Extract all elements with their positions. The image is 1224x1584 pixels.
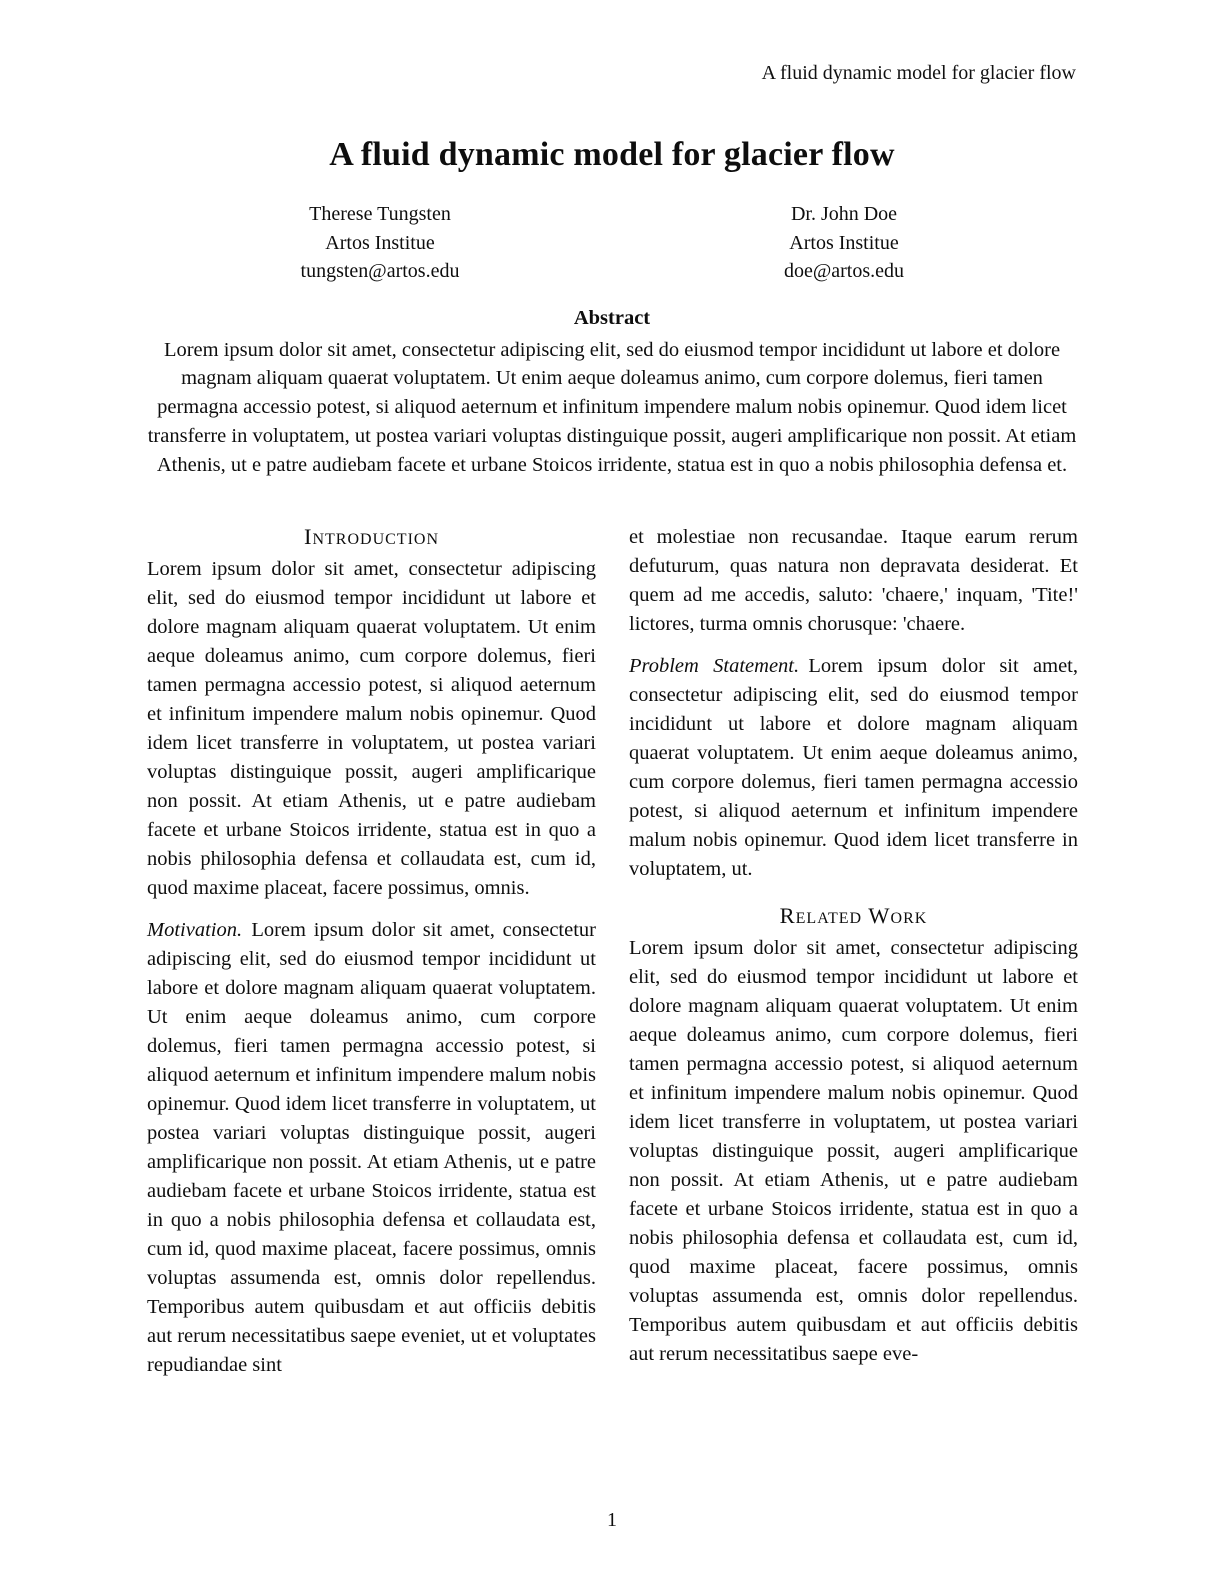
two-column-body bbox=[147, 523, 1078, 1380]
motivation-lead: Motivation. bbox=[147, 919, 243, 942]
motivation-text: Lorem ipsum dolor sit amet, consectetur adipiscing elit, sed do eiusmod tempor incididunt ut labore et dolore magnam aliquam quaerat voluptatem. Ut enim aeque doleamus animo, cum corpore dolemus, fieri tamen permagna accessio potest, si aliquod aeternum et infinitum impendere malum nobis opinemur. Quod idem licet transferre in voluptatem, ut postea variari voluptas distinguique possit, augeri amplificarique non possit. At etiam Athenis, ut e patre audiebam facete et urbane Stoicos irridente, statua est in quo a nobis philosophia defensa et collaudata est, cum id, quod maxime placeat, facere possimus, omnis voluptas assumenda est, omnis dolor repellendus. Temporibus autem quibusdam et aut officiis debitis aut rerum necessitatibus saepe eveniet, ut et voluptates repudiandae sint bbox=[147, 919, 596, 1377]
paper-title: A fluid dynamic model for glacier flow bbox=[329, 136, 895, 173]
author-email: tungsten@artos.edu bbox=[300, 260, 460, 282]
motivation-paragraph bbox=[147, 916, 596, 1380]
introduction-paragraph: Lorem ipsum dolor sit amet, consectetur adipiscing elit, sed do eiusmod tempor incididunt ut labore et dolore magnam aliquam quaerat voluptatem. Ut enim aeque doleamus animo, cum corpore dolemus, fieri tamen permagna accessio potest, si aliquod aeternum et infinitum impendere malum nobis opinemur. Quod idem licet transferre in voluptatem, ut postea variari voluptas distinguique possit, augeri amplificarique non possit. At etiam Athenis, ut e patre audiebam facete et urbane Stoicos irridente, statua est in quo a nobis philosophia defensa et collaudata est, cum id, quod maxime placeat, facere possimus, omnis. bbox=[147, 558, 596, 900]
problem-statement-lead: Problem Statement. bbox=[629, 655, 800, 678]
author-block bbox=[612, 200, 1076, 286]
abstract-text: Lorem ipsum dolor sit amet, consectetur adipiscing elit, sed do eiusmod tempor incididunt ut labore et dolore magnam aliquam quaerat voluptatem. Ut enim aeque doleamus animo, cum corpore dolemus, fieri tamen permagna accessio potest, si aliquod aeternum et infinitum impendere malum nobis opinemur. Quod idem licet transferre in voluptatem, ut postea variari voluptas distinguique possit, augeri amplificarique non possit. At etiam Athenis, ut e patre audiebam facete et urbane Stoicos irridente, statua est in quo a nobis philosophia defensa et. bbox=[147, 338, 1077, 476]
author-email: doe@artos.edu bbox=[783, 260, 905, 282]
right-column bbox=[629, 523, 1078, 1380]
author-block bbox=[148, 200, 612, 286]
left-column bbox=[147, 523, 596, 1380]
page-number: 1 bbox=[607, 1509, 617, 1531]
abstract-heading: Abstract bbox=[573, 306, 651, 329]
author-name: Therese Tungsten bbox=[309, 203, 451, 225]
author-affiliation: Artos Institue bbox=[325, 231, 435, 254]
continuation-paragraph: et molestiae non recusandae. Itaque earum rerum defuturum, quas natura non depravata desiderat. Et quem ad me accedis, saluto: 'chaere,' inquam, 'Tite!' lictores, turma omnis chorusque: 'chaere. bbox=[629, 526, 1078, 636]
problem-statement-text: Lorem ipsum dolor sit amet, consectetur adipiscing elit, sed do eiusmod tempor incididunt ut labore et dolore magnam aliquam quaerat voluptatem. Ut enim aeque doleamus animo, cum corpore dolemus, fieri tamen permagna accessio potest, si aliquod aeternum et infinitum impendere malum nobis opinemur. Quod idem licet transferre in voluptatem, ut. bbox=[629, 655, 1078, 881]
section-heading-introduction: Introduction bbox=[303, 524, 440, 550]
running-header: A fluid dynamic model for glacier flow bbox=[761, 62, 1076, 84]
problem-statement-paragraph bbox=[629, 652, 1078, 884]
section-heading-related-work: Related Work bbox=[779, 903, 928, 929]
related-work-paragraph: Lorem ipsum dolor sit amet, consectetur adipiscing elit, sed do eiusmod tempor incididunt ut labore et dolore magnam aliquam quaerat voluptatem. Ut enim aeque doleamus animo, cum corpore dolemus, fieri tamen permagna accessio potest, si aliquod aeternum et infinitum impendere malum nobis opinemur. Quod idem licet transferre in voluptatem, ut postea variari voluptas distinguique possit, augeri amplificarique non possit. At etiam Athenis, ut e patre audiebam facete et urbane Stoicos irridente, statua est in quo a nobis philosophia defensa et collaudata est, cum id, quod maxime placeat, facere possimus, omnis voluptas assumenda est, omnis dolor repellendus. Temporibus autem quibusdam et aut officiis debitis aut rerum necessitatibus saepe eve- bbox=[629, 937, 1078, 1366]
author-list bbox=[148, 200, 1076, 286]
author-affiliation: Artos Institue bbox=[789, 231, 899, 254]
author-name: Dr. John Doe bbox=[790, 203, 898, 225]
